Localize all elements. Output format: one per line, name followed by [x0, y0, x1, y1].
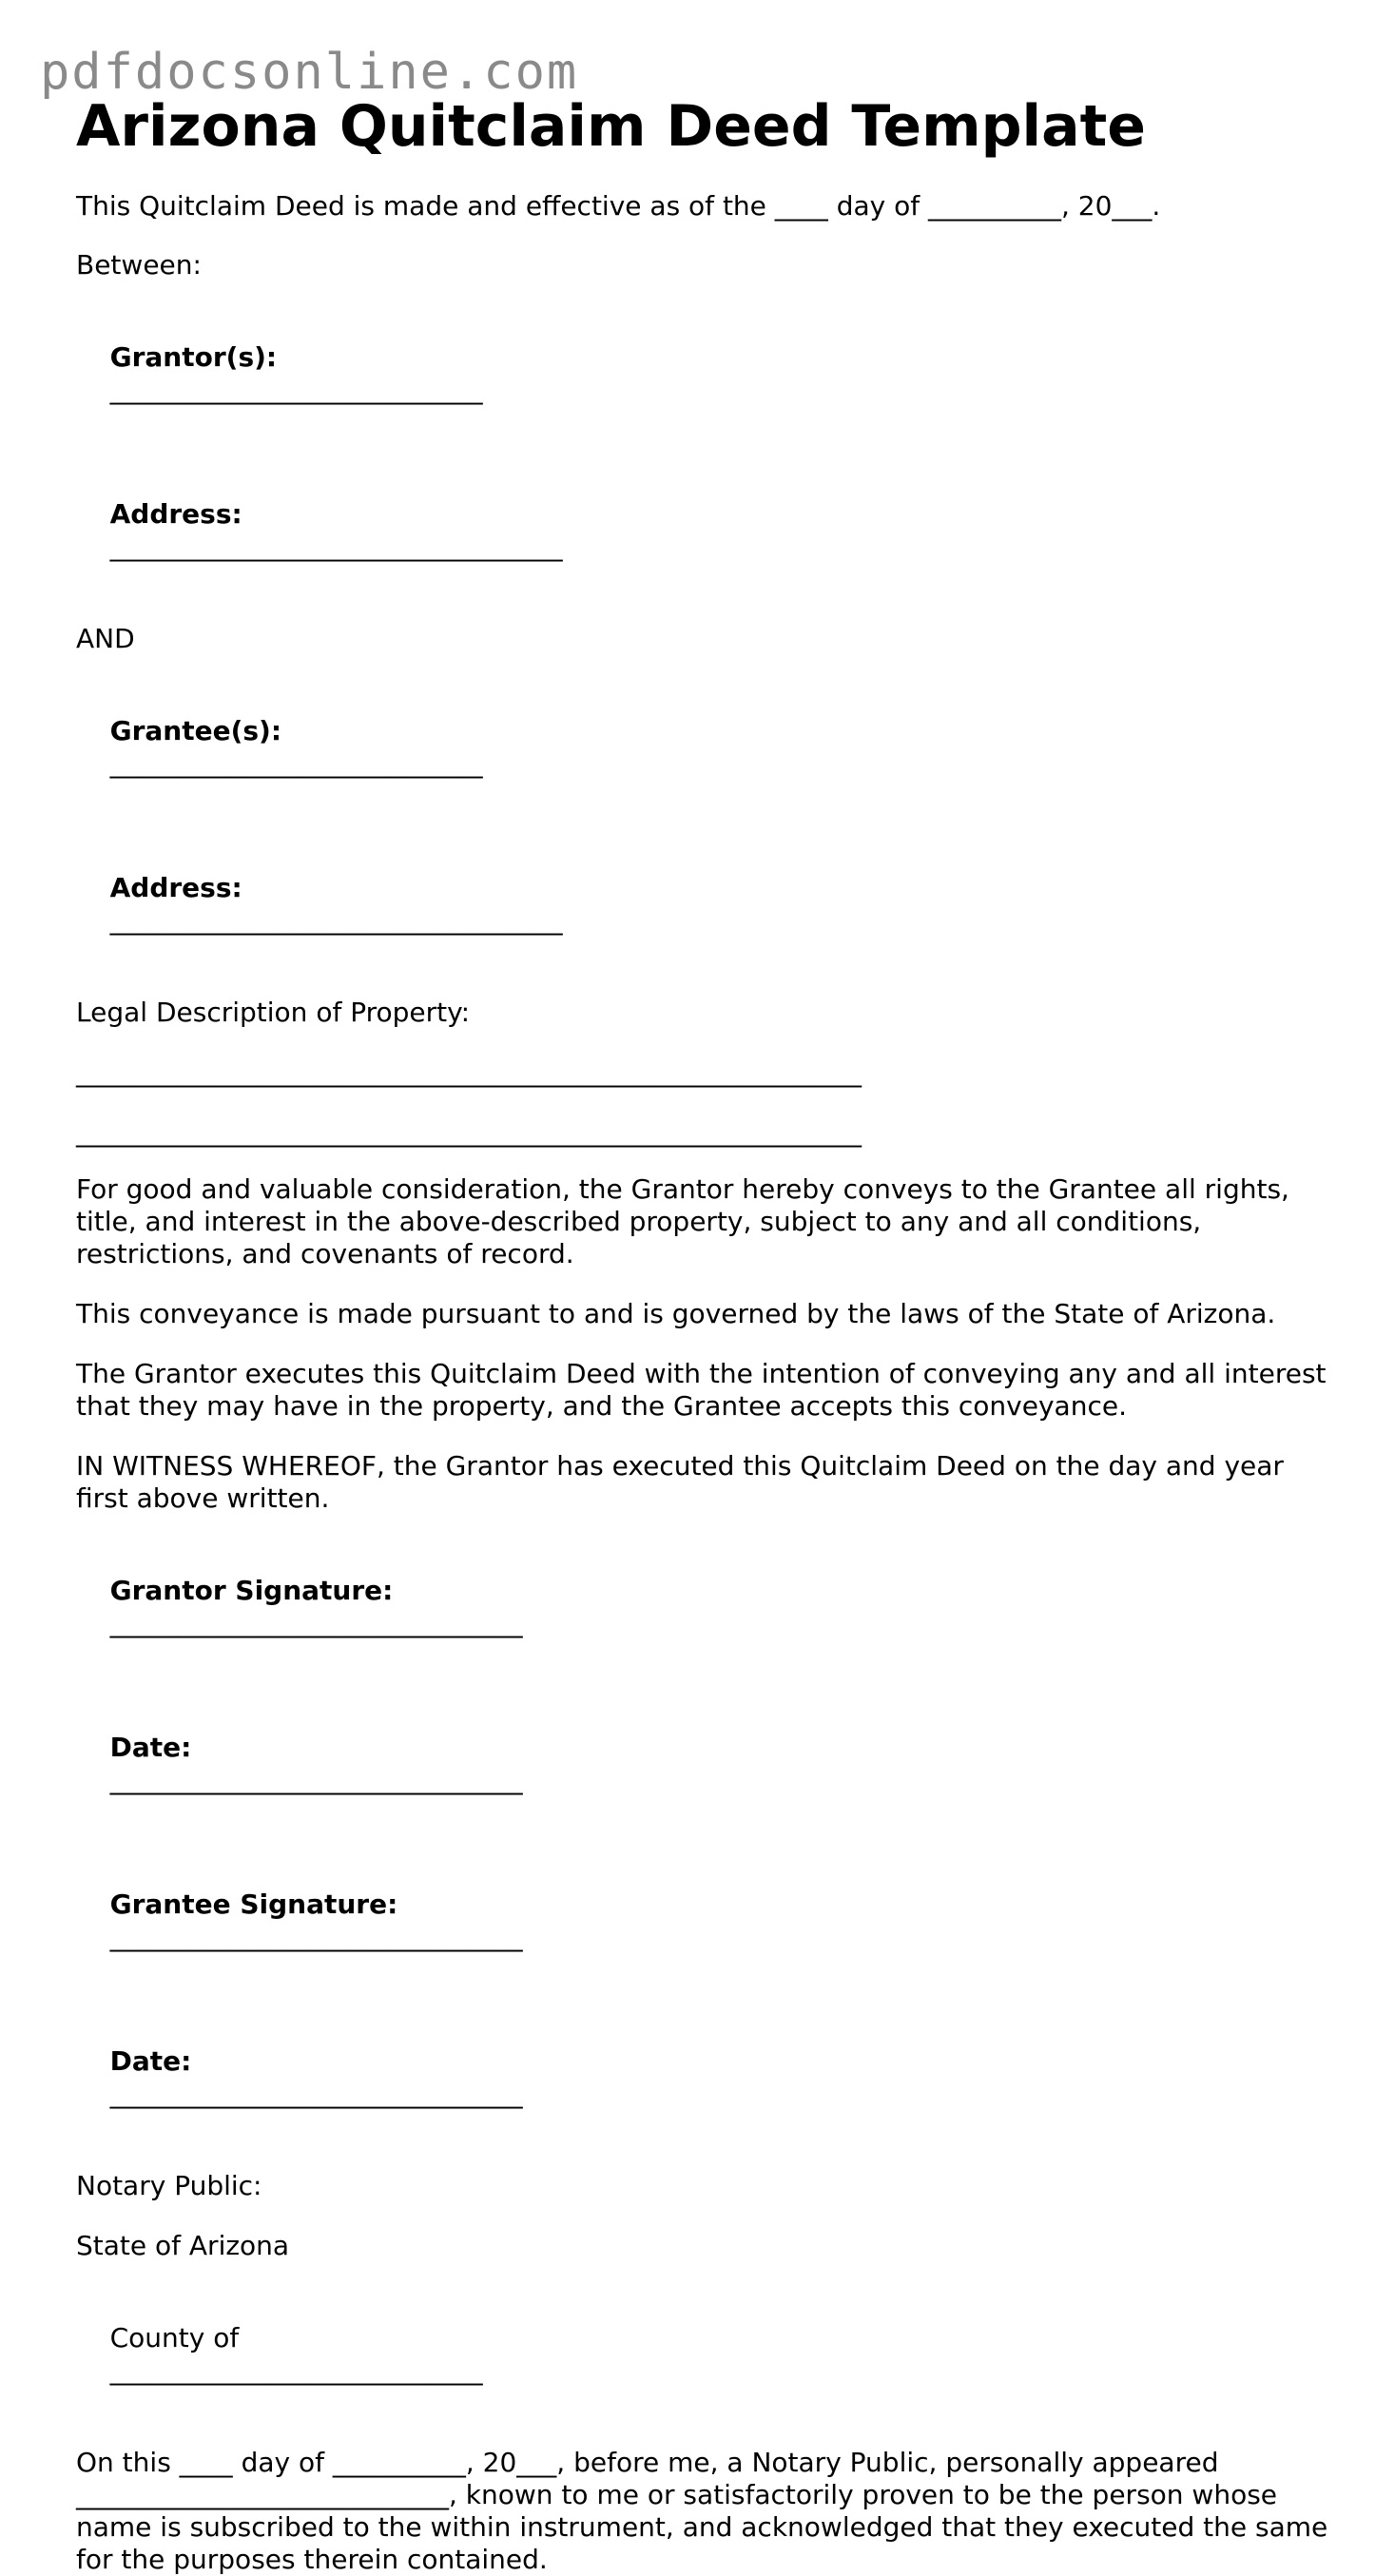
grantor-field — [76, 309, 1341, 438]
legal-description-line: ___________________________________________________________ — [76, 1116, 862, 1148]
notary-acknowledgment-paragraph: On this ____ day of __________, 20___, before me, a Notary Public, personally appeared ____________________________, known to me or satisfactorily proven to be the person whose name is subscribed to the within instrument, and acknowledged that they executed the same for the purposes therein contained. — [76, 2447, 1337, 2575]
grantor-blank: ____________________________ — [109, 374, 483, 405]
document-title: Arizona Quitclaim Deed Template — [76, 93, 1146, 160]
notary-label: Notary Public: — [76, 2170, 262, 2201]
grantee-signature-field — [76, 1856, 1341, 1985]
grantor-label: Grantor(s): — [109, 341, 278, 373]
grantee-address-blank: __________________________________ — [109, 904, 563, 936]
laws-paragraph: This conveyance is made pursuant to and is governed by the laws of the State of Arizona. — [76, 1298, 1276, 1329]
legal-description-label: Legal Description of Property: — [76, 997, 471, 1028]
notary-county-label: County of — [109, 2322, 240, 2353]
grantee-signature-blank: _______________________________ — [109, 1921, 523, 1952]
intent-paragraph: The Grantor executes this Quitclaim Deed with the intention of conveying any and all interest that they may have in the property, and the Grantee accepts this conveyance. — [76, 1358, 1335, 1422]
conveyance-paragraph: For good and valuable consideration, the Grantor hereby conveys to the Grantee all rights, title, and interest in the above-described property, subject to any and all conditions, restrictions, and covenants of record. — [76, 1173, 1298, 1269]
grantee-date-blank: _______________________________ — [109, 2078, 523, 2109]
grantor-signature-blank: _______________________________ — [109, 1607, 523, 1638]
legal-description-line: ___________________________________________________________ — [76, 1056, 862, 1088]
grantor-signature-field — [76, 1542, 1341, 1672]
grantor-date-field — [76, 1699, 1341, 1829]
grantee-date-label: Date: — [109, 2045, 192, 2077]
grantee-signature-label: Grantee Signature: — [109, 1888, 398, 1920]
grantor-date-label: Date: — [109, 1732, 192, 1763]
grantor-address-label: Address: — [109, 498, 242, 530]
document-body — [76, 93, 1341, 2576]
notary-county-field — [76, 2290, 1341, 2419]
between-label: Between: — [76, 249, 202, 281]
notary-county-blank: ____________________________ — [109, 2354, 483, 2386]
and-label: AND — [76, 623, 135, 654]
watermark: pdfdocsonline.com — [40, 44, 579, 101]
grantee-address-label: Address: — [109, 872, 242, 903]
grantee-date-field — [76, 2013, 1341, 2142]
grantor-signature-label: Grantor Signature: — [109, 1575, 394, 1606]
intro-line: This Quitclaim Deed is made and effective as of the ____ day of __________, 20___. — [76, 190, 1161, 222]
grantee-blank: ____________________________ — [109, 747, 483, 779]
notary-state: State of Arizona — [76, 2230, 290, 2261]
grantee-field — [76, 683, 1341, 812]
grantee-label: Grantee(s): — [109, 715, 282, 746]
grantor-address-blank: __________________________________ — [109, 531, 563, 562]
grantor-address-field — [76, 466, 1341, 595]
witness-paragraph: IN WITNESS WHEREOF, the Grantor has executed this Quitclaim Deed on the day and year first above written. — [76, 1450, 1292, 1514]
grantor-date-blank: _______________________________ — [109, 1764, 523, 1795]
grantee-address-field — [76, 840, 1341, 969]
